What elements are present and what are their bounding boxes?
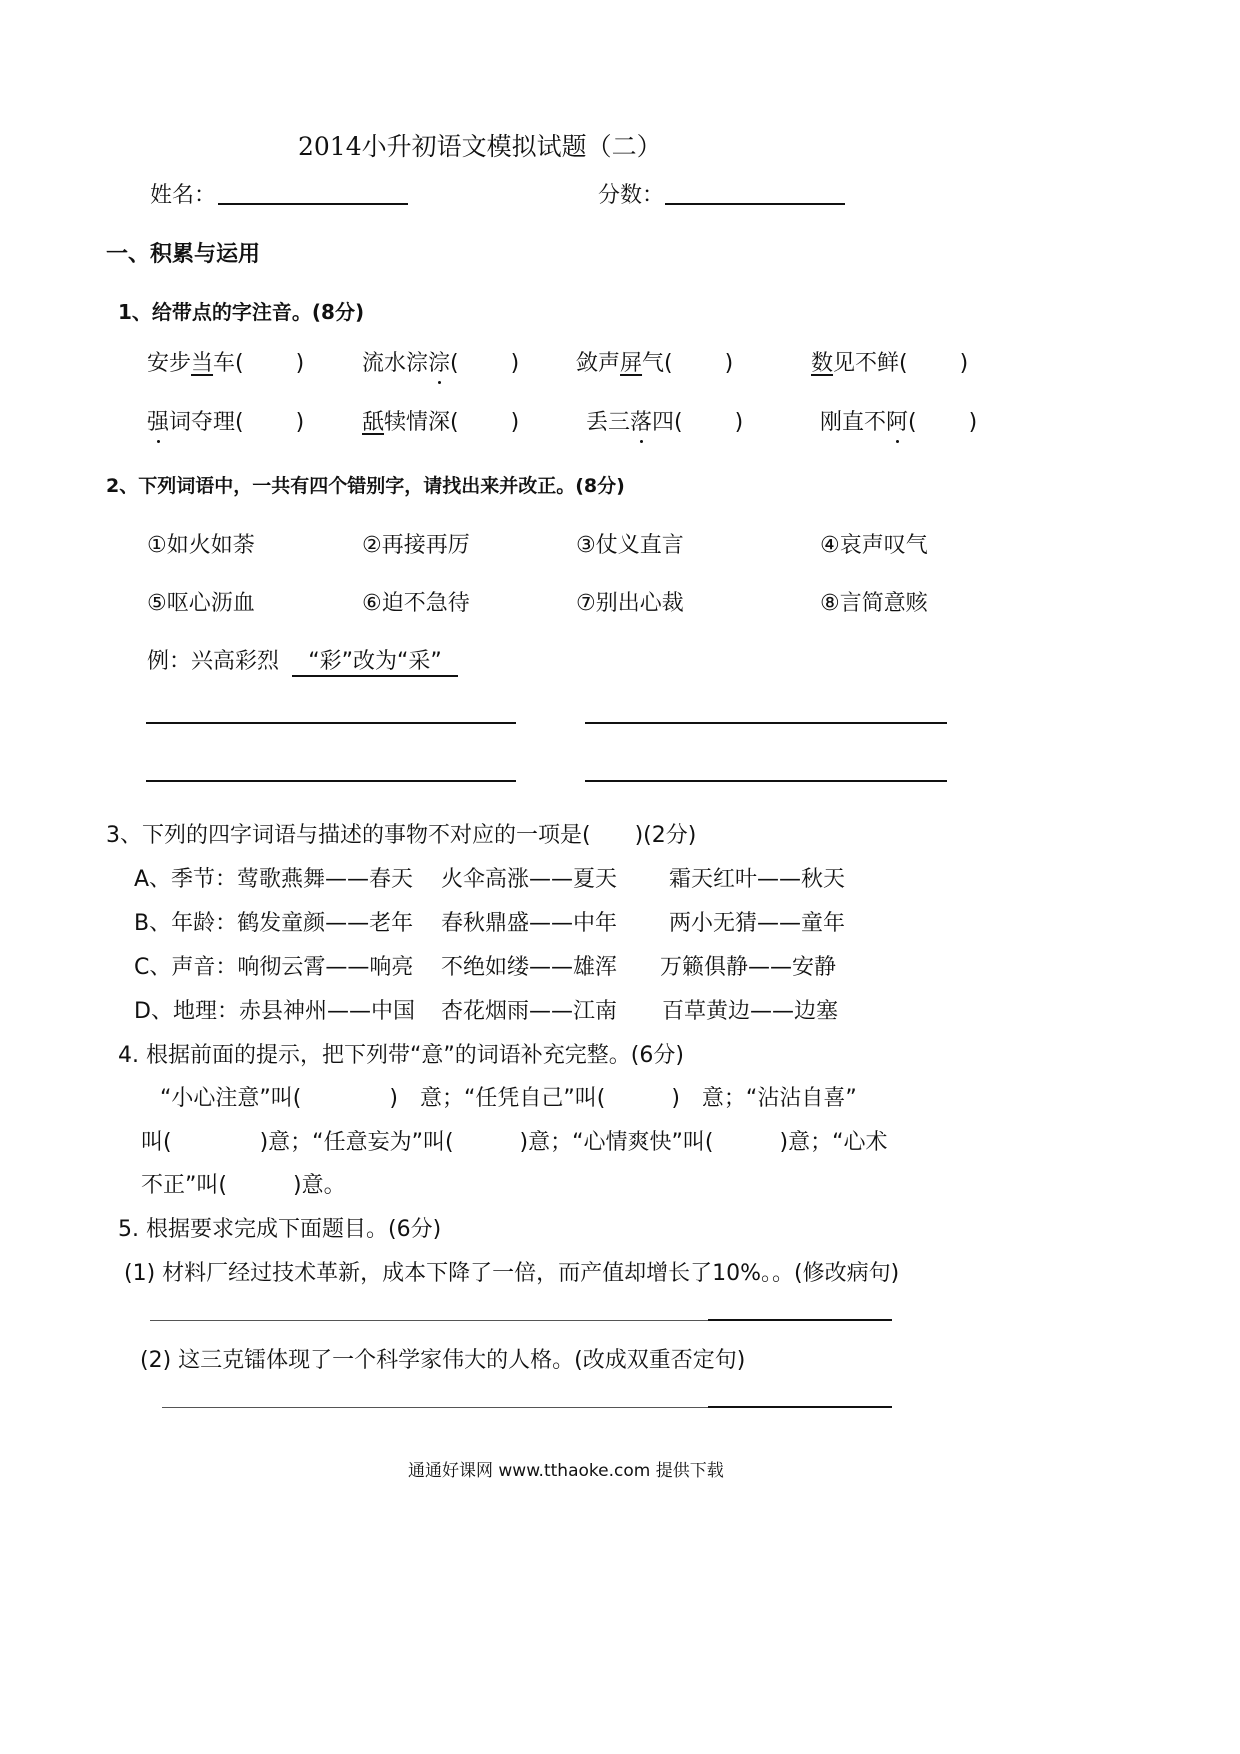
q2-word: ⑥迫不急待: [362, 591, 470, 616]
q3-option-b: B、年龄：鹤发童颜——老年: [134, 911, 414, 936]
q3-option-b-2: 春秋鼎盛——中年: [441, 911, 618, 936]
q2-word: ④哀声叹气: [820, 533, 928, 558]
q1-item: 数见不鲜( ): [811, 351, 969, 376]
q3-option-d-2: 杏花烟雨——江南: [441, 999, 618, 1024]
q2-answer-line[interactable]: [585, 780, 947, 782]
q4-line-1: “小心注意”叫( ) 意；“任凭自己”叫( ) 意；“沾沾自喜”: [160, 1086, 857, 1111]
q3-option-b-3: 两小无猜——童年: [669, 911, 846, 936]
q3-option-d: D、地理：赤县神州——中国: [134, 999, 415, 1024]
q1-item: 流水淙淙( ): [362, 351, 520, 376]
score-blank[interactable]: [665, 203, 845, 205]
q5-sentence-2: (2) 这三克镭体现了一个科学家伟大的人格。(改成双重否定句): [140, 1348, 746, 1373]
q1-item: 刚直不阿( ): [820, 410, 978, 435]
q3-option-c-2: 不绝如缕——雄浑: [441, 955, 618, 980]
section-heading: 一、积累与运用: [106, 242, 261, 267]
q3-option-a-3: 霜天红叶——秋天: [669, 867, 846, 892]
q4-line-2: 叫( )意；“任意妄为”叫( )意；“心情爽快”叫( )意；“心术: [141, 1130, 888, 1155]
q5-answer-line-2[interactable]: [708, 1406, 892, 1408]
q2-heading: 2、下列词语中，一共有四个错别字，请找出来并改正。(8分): [106, 475, 625, 497]
q5-heading: 5. 根据要求完成下面题目。(6分): [118, 1217, 442, 1242]
q2-word: ⑧言简意赅: [820, 591, 928, 616]
q2-word: ①如火如荼: [147, 533, 255, 558]
q5-sentence-1: (1) 材料厂经过技术革新，成本下降了一倍，而产值却增长了10%。。(修改病句): [124, 1261, 900, 1286]
q1-item: 强词夺理( ): [147, 410, 305, 435]
q3-heading: 3、下列的四字词语与描述的事物不对应的一项是( )(2分): [106, 823, 697, 848]
q1-item: 丢三落四( ): [586, 410, 744, 435]
q2-answer-line[interactable]: [146, 722, 516, 724]
q3-option-c: C、声音：响彻云霄——响亮: [134, 955, 414, 980]
q1-item: 舐犊情深( ): [362, 410, 520, 435]
q5-answer-line-2-dash[interactable]: [162, 1407, 710, 1408]
footer-text: 通通好课网 www.tthaoke.com 提供下载: [408, 1461, 724, 1481]
q2-example-answer: “彩”改为“采”: [292, 644, 458, 677]
q5-answer-line-1[interactable]: [708, 1319, 892, 1321]
q3-option-a: A、季节：莺歌燕舞——春天: [134, 867, 414, 892]
score-label: 分数：: [598, 183, 665, 208]
q2-answer-line[interactable]: [146, 780, 516, 782]
q2-word: ⑦别出心裁: [576, 591, 684, 616]
q1-item: 安步当车( ): [147, 351, 305, 376]
q4-heading: 4. 根据前面的提示，把下列带“意”的词语补充完整。(6分): [118, 1043, 684, 1068]
q3-option-c-3: 万籁俱静——安静: [660, 955, 837, 980]
q3-option-d-3: 百草黄边——边塞: [662, 999, 839, 1024]
q2-answer-line[interactable]: [585, 722, 947, 724]
name-label: 姓名：: [150, 183, 217, 208]
exam-title: 2014小升初语文模拟试题（二）: [298, 132, 662, 161]
q3-option-a-2: 火伞高涨——夏天: [441, 867, 618, 892]
q2-word: ⑤呕心沥血: [147, 591, 255, 616]
q2-example-label: 例：兴高彩烈: [147, 649, 280, 674]
q2-word: ③仗义直言: [576, 533, 684, 558]
q1-item: 敛声屏气( ): [576, 351, 734, 376]
q2-word: ②再接再厉: [362, 533, 470, 558]
q4-line-3: 不正”叫( )意。: [141, 1173, 346, 1198]
name-blank[interactable]: [218, 203, 408, 205]
q5-answer-line-1-dash[interactable]: [150, 1320, 710, 1321]
q1-heading: 1、给带点的字注音。(8分): [118, 300, 365, 324]
